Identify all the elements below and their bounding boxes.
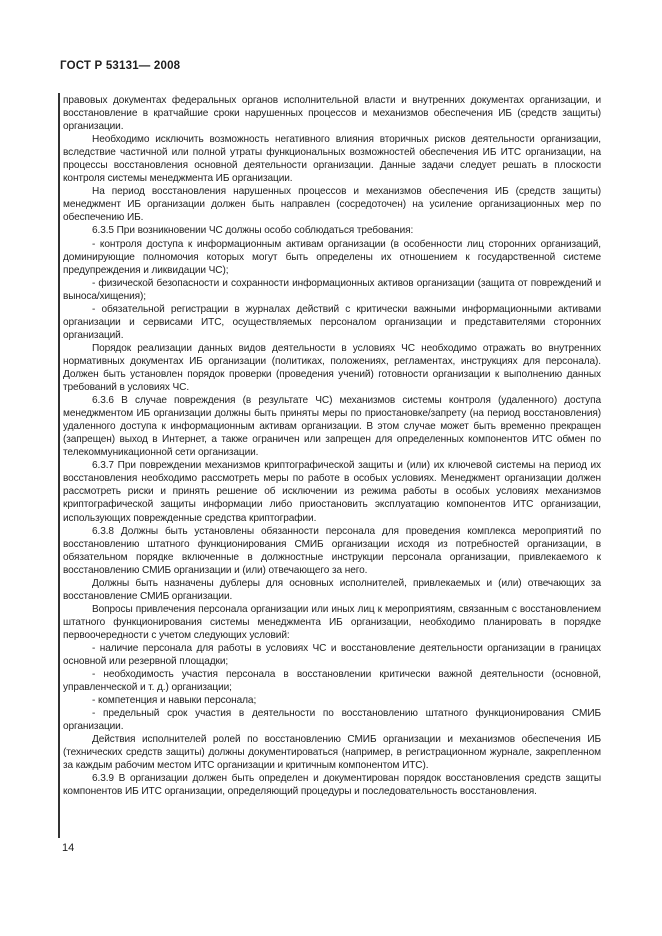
list-item: - предельный срок участия в деятельности по восстановлению штатного функционирования СМИБ организации. — [63, 708, 601, 733]
list-item: - физической безопасности и сохранности информационных активов организации (защита от повреждений и выноса/хищения); — [63, 277, 601, 302]
paragraph: Действия исполнителей ролей по восстановлению СМИБ организации и механизмов обеспечения ИБ (технических средств защиты) должны документироваться (например, в регистрационном журнале, закрепленном за каждым рабочим местом ИТС организации и критичным компонентом ИТС). — [63, 734, 601, 772]
list-item: - компетенция и навыки персонала; — [92, 695, 257, 707]
list-item: - контроля доступа к информационным активам организации (в особенности лиц сторонних организаций, доминирующие полномочия которых могут быть определены их отношением к государственной системе предупреждения и ликвидации ЧС); — [63, 238, 601, 276]
page-number: 14 — [62, 842, 75, 854]
clause-6-3-6: 6.3.6 В случае повреждения (в результате ЧС) механизмов системы контроля (удаленного) доступа менеджментом ИБ организации должны быть приняты меры по приостановке/запрету (на период восстановления) удаленного доступа к информационным активам организации. В этом случае может быть временно прекращен (запрещен) выход в Интернет, а также ограничен или запрещен для определенных компонентов ИТС обмен по телекоммуникационной сети организации. — [63, 395, 601, 459]
change-bar — [58, 93, 60, 838]
list-item: - наличие персонала для работы в условиях ЧС и восстановление деятельности организации в границах основной или резервной площадки; — [63, 642, 601, 668]
paragraph: правовых документах федеральных органов исполнительной власти и внутренних документах организации, и восстановление в кратчайшие сроки нарушенных процессов и механизмов обеспечения ИБ (средств защиты) организации. — [63, 95, 601, 133]
list-item: - обязательной регистрации в журналах действий с критически важными информационными активами организации и сервисами ИТС, осуществляемых персоналом организации и представителями сторонних организаций. — [63, 303, 601, 341]
document-header: ГОСТ Р 53131— 2008 — [60, 60, 181, 72]
clause-6-3-7: 6.3.7 При повреждении механизмов криптографической защиты и (или) их ключевой системы на период их восстановления необходимо рассмотреть меры по работе в особых условиях. Менеджмент организации должен рассмотреть риски и принять решение об исключении из режима работы в особых условиях механизмов криптографической защиты информации либо приостановить эксплуатацию компонентов ИТС организации, использующих поврежденные средства криптографии. — [63, 460, 601, 524]
clause-6-3-8: 6.3.8 Должны быть установлены обязанности персонала для проведения комплекса мероприятий по восстановлению штатного функционирования СМИБ организации исходя из потребностей организации, в обязательном порядке включенные в должностные инструкции персонала организации, привлекаемого к восстановлению СМИБ организации и (или) отвечающего за него. — [63, 525, 601, 576]
list-item: - необходимость участия персонала в восстановлении критически важной деятельности (основной, управленческой и т. д.) организации; — [63, 669, 601, 694]
paragraph: На период восстановления нарушенных процессов и механизмов обеспечения ИБ (средств защиты) менеджмент ИБ организации должен быть направлен (сосредоточен) на усиление организационных мер по обеспечению ИБ. — [63, 186, 601, 224]
paragraph: Необходимо исключить возможность негативного влияния вторичных рисков деятельности организации, вследствие частичной или полной утраты функциональных возможностей обеспечения ИБ ИТС организации, на процессы восстановления основной деятельности организации. Данные задачи следует решать в плоскости контроля системы менеджмента ИБ организации. — [63, 134, 601, 185]
paragraph: Должны быть назначены дублеры для основных исполнителей, привлекаемых и (или) отвечающих за восстановление СМИБ организации. — [63, 577, 601, 602]
paragraph: Порядок реализации данных видов деятельности в условиях ЧС необходимо отражать во внутренних нормативных документах ИБ организации (политиках, положениях, регламентах, инструкциях для персонала). Должен быть установлен порядок проверки (проведения учений) готовности организации к выполнению данных требований в условиях ЧС. — [63, 342, 601, 394]
paragraph: Вопросы привлечения персонала организации или иных лиц к мероприятиям, связанным с восстановлением штатного функционирования системы менеджмента ИБ организации, необходимо планировать в порядке первоочередности с учетом следующих условий: — [63, 603, 601, 641]
clause-6-3-9: 6.3.9 В организации должен быть определен и документирован порядок восстановления средств защиты компонентов ИБ ИТС организации, определяющий процедуры и последовательность восстановления. — [63, 773, 601, 798]
clause-6-3-5: 6.3.5 При возникновении ЧС должны особо соблюдаться требования: — [92, 225, 414, 237]
document-body — [63, 94, 601, 799]
